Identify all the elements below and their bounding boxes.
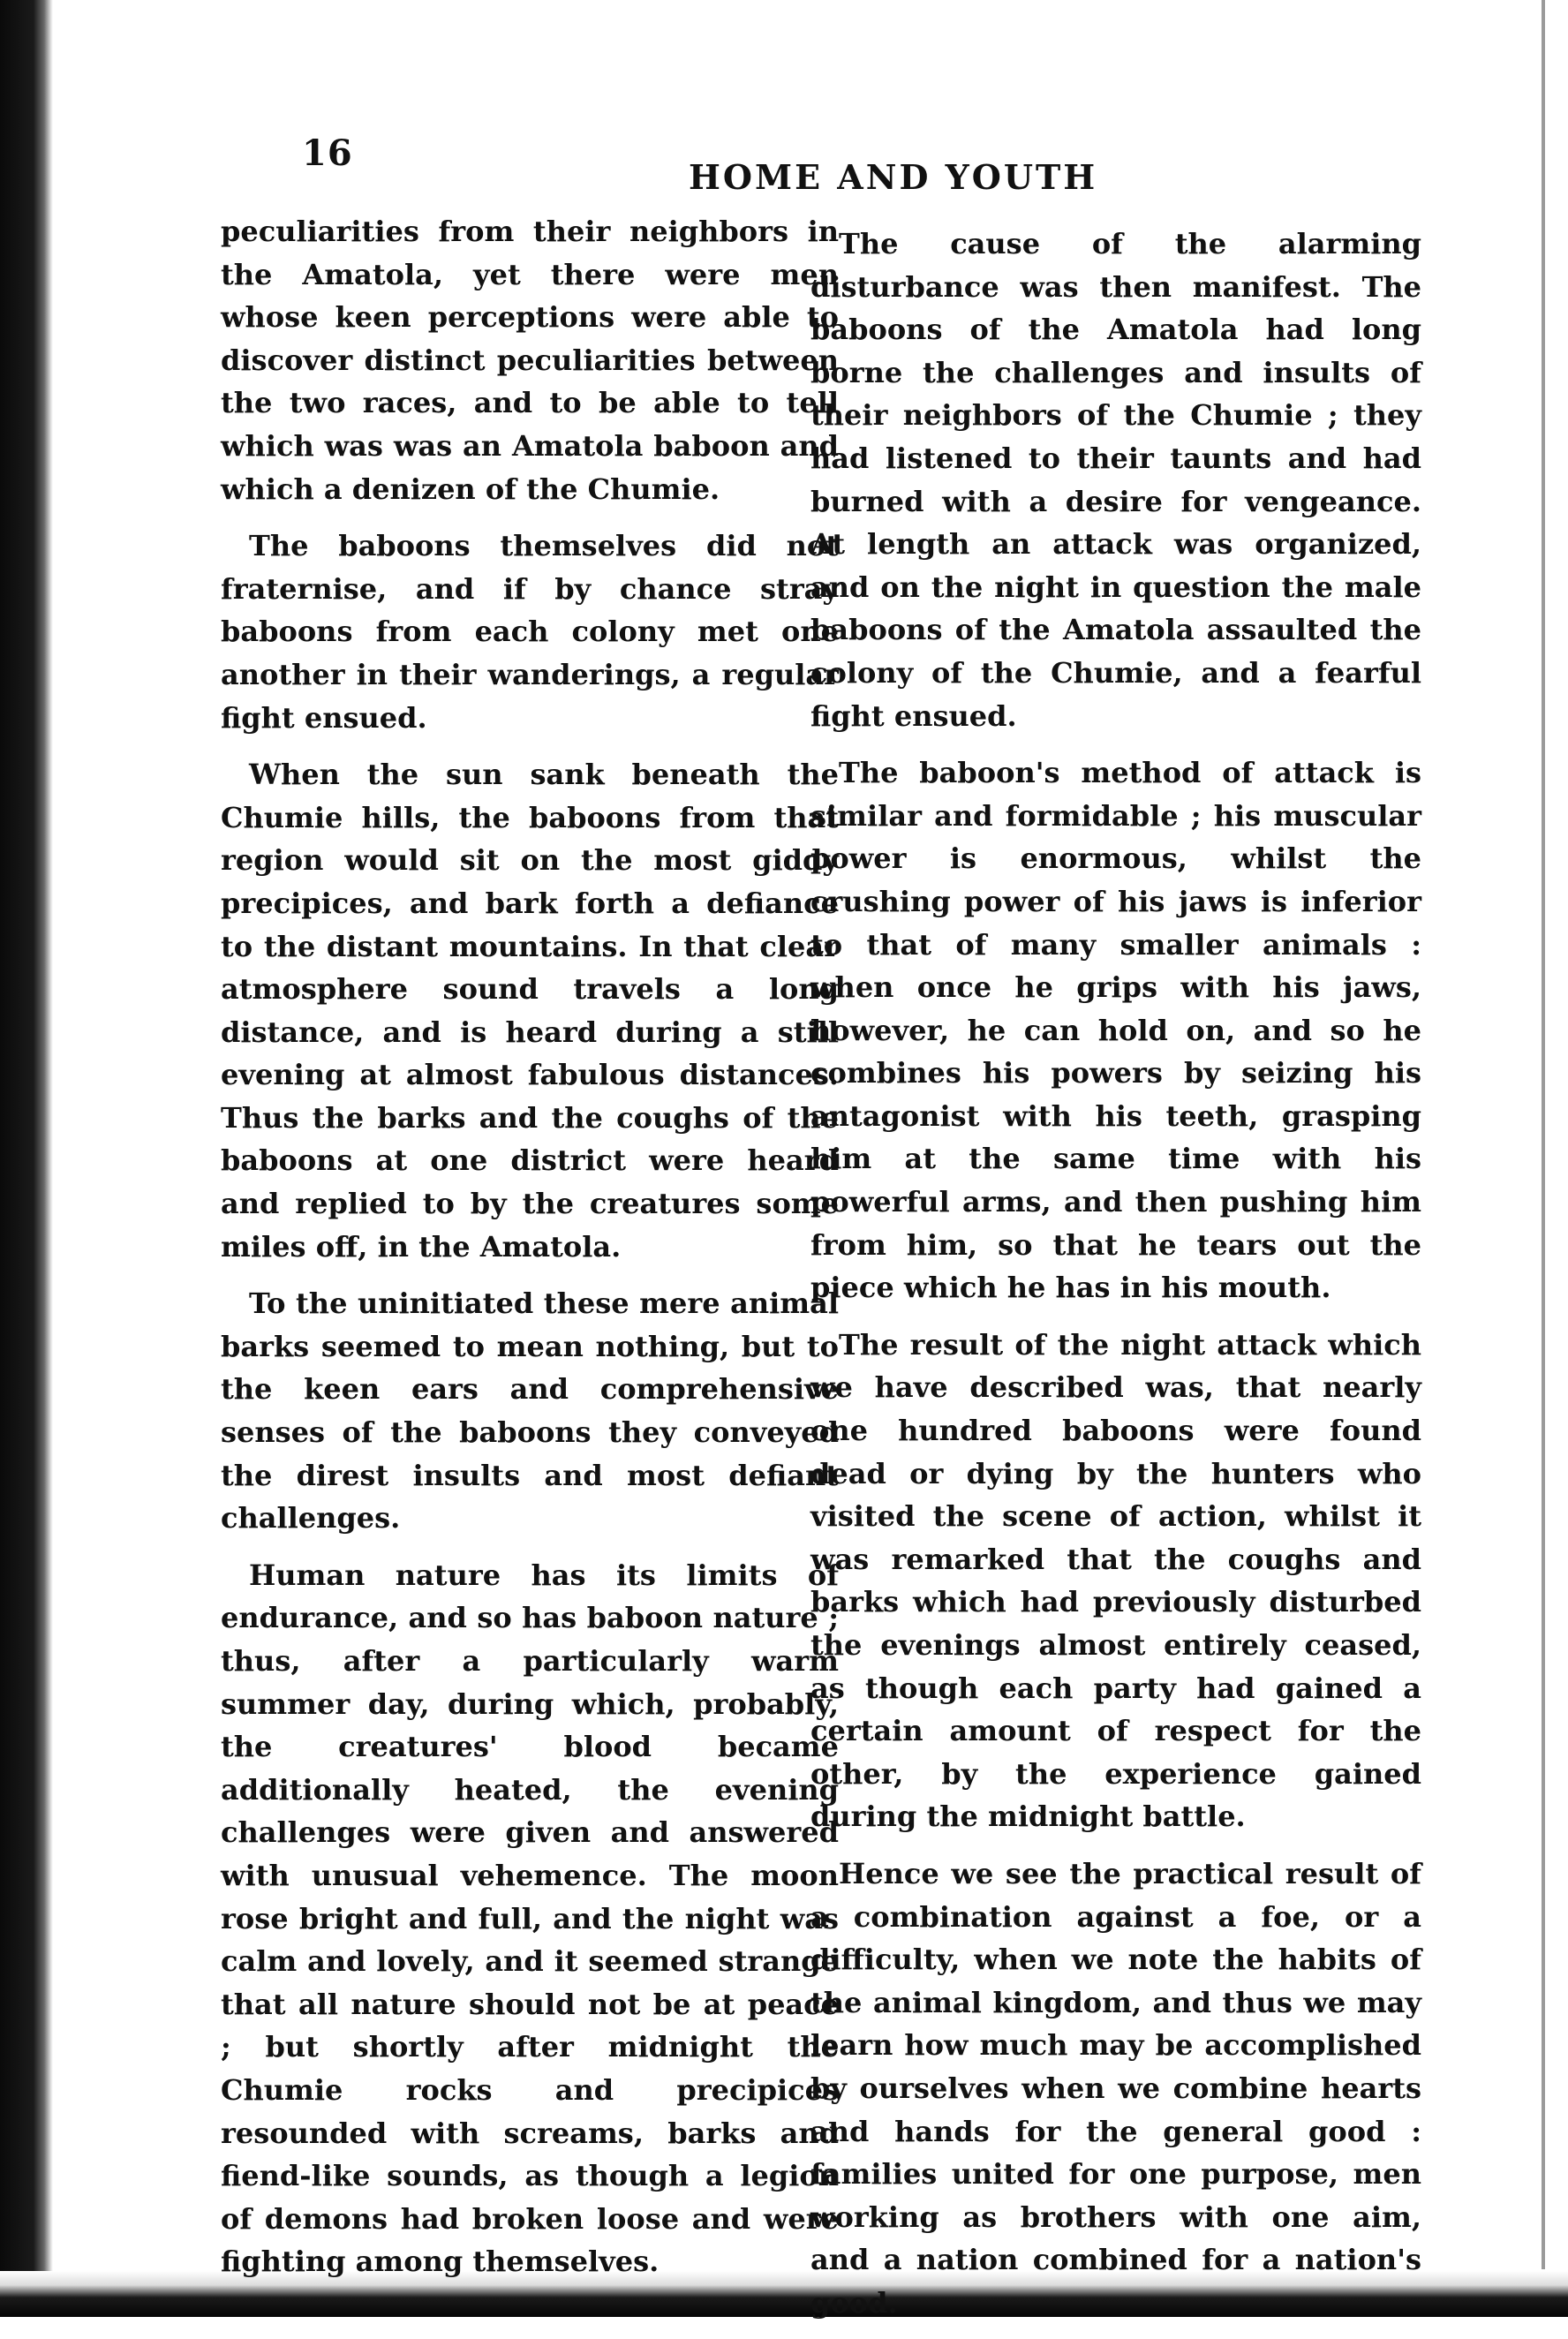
- scan-left-edge: [0, 0, 53, 2317]
- paragraph: The result of the night attack which we have described was, that nearly one hundred baboons were found dead or dying by the hunters who visited the scene of action, whilst it was remarked that the coughs and barks which had previously disturbed the evenings almost entirely ceased, as though each party had gained a certain amount of respect for the other, by the experience gained during the midnight battle.: [810, 1327, 1421, 1834]
- right-column: [810, 223, 1421, 2339]
- left-column: [221, 210, 839, 2298]
- paragraph: When the sun sank beneath the Chumie hills, the baboons from that region would sit on the most giddy precipices, and bark forth a defiance to the distant mountains. In that clear atmosphere sound travels a long distance, and is heard during a still evening at almost fabulous distances. Thus the barks and the coughs of the baboons at one district were heard and replied to by the creatures some miles off, in the Amatola.: [221, 758, 839, 1264]
- paragraph: The cause of the alarming disturbance was then manifest. The baboons of the Amatola had long borne the challenges and insults of their neighbors of the Chumie ; they had listened to their taunts and had burned with a desire for vengeance. At length an attack was organized, and on the night in question the male baboons of the Amatola assaulted the colony of the Chumie, and a fearful fight ensued.: [810, 227, 1421, 733]
- paragraph: The baboon's method of attack is similar and formidable ; his muscular power is enormous, whilst the crushing power of his jaws is inferior to that of many smaller animals : when once he grips with his jaws, however, he can hold on, and so he combines his powers by seizing his antagonist with his teeth, grasping him at the same time with his powerful arms, and then pushing him from him, so that he tears out the piece which he has in his mouth.: [810, 756, 1421, 1305]
- scan-right-margin-line: [1542, 0, 1545, 2269]
- paragraph: peculiarities from their neighbors in the Amatola, yet there were men whose keen perceptions were able to discover distinct peculiarities between the two races, and to be able to tell which was was an Amatola baboon and which a denizen of the Chumie.: [221, 215, 839, 506]
- paragraph: Hence we see the practical result of a combination against a foe, or a difficulty, when we note the habits of the animal kingdom, and thus we may learn how much may be accomplished by ourselves when we combine hearts and hands for the general good : families united for one purpose, men working as brothers with one aim, and a nation combined for a nation's good.: [810, 1856, 1421, 2320]
- paragraph: Human nature has its limits of endurance, and so has baboon nature ; thus, after a particularly warm summer day, during which, probably, the creatures' blood became additionally heated, the evening challenges were given and answered with unusual vehemence. The moon rose bright and full, and the night was calm and lovely, and it seemed strange that all nature should not be at peace ; but shortly after midnight the Chumie rocks and precipices resounded with screams, barks and fiend-like sounds, as though a legion of demons had broken loose and were fighting among themselves.: [221, 1558, 839, 2279]
- paragraph: The baboons themselves did not fraternise, and if by chance stray baboons from each colony met one another in their wanderings, a regular fight ensued.: [221, 529, 839, 735]
- paragraph: To the uninitiated these mere animal barks seemed to mean nothing, but to the keen ears and comprehensive senses of the baboons they conveyed the direst insults and most defiant challenges.: [221, 1286, 839, 1535]
- page-number: 16: [302, 132, 353, 174]
- running-title: HOME AND YOUTH: [689, 157, 1098, 197]
